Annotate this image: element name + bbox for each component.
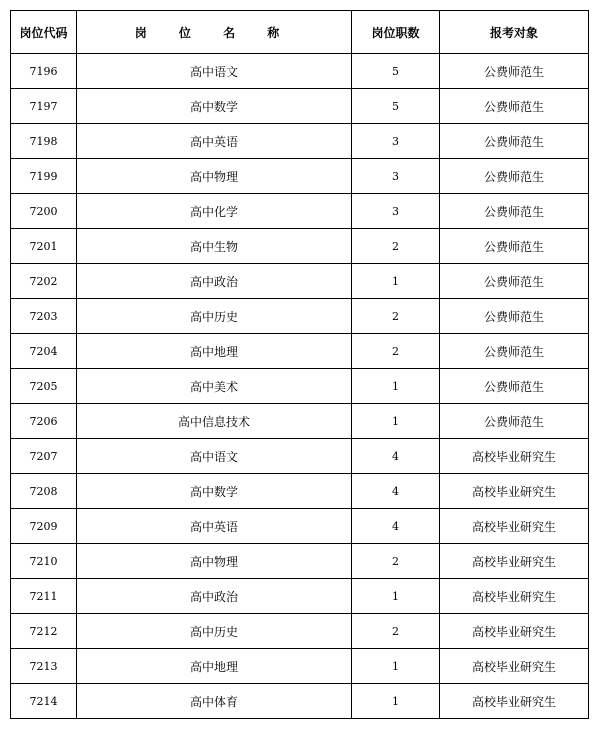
applicant-target-cell: 公费师范生 (440, 299, 589, 334)
position-code-cell: 7202 (11, 264, 77, 299)
position-code-cell: 7205 (11, 369, 77, 404)
applicant-target-cell: 高校毕业研究生 (440, 474, 589, 509)
header-position-code: 岗位代码 (11, 11, 77, 54)
table-row (11, 474, 589, 509)
position-code-cell: 7212 (11, 614, 77, 649)
position-count-cell: 1 (352, 264, 440, 299)
applicant-target-cell: 公费师范生 (440, 369, 589, 404)
position-count-cell: 2 (352, 229, 440, 264)
position-name-cell: 高中美术 (77, 369, 352, 404)
applicant-target-cell: 公费师范生 (440, 124, 589, 159)
table-row (11, 614, 589, 649)
table-row (11, 159, 589, 194)
applicant-target-cell: 公费师范生 (440, 229, 589, 264)
header-position-name: 岗 位 名 称 (77, 11, 352, 54)
position-name-cell: 高中历史 (77, 614, 352, 649)
table-row (11, 54, 589, 89)
position-name-cell: 高中历史 (77, 299, 352, 334)
position-code-cell: 7209 (11, 509, 77, 544)
position-code-cell: 7196 (11, 54, 77, 89)
table-row (11, 579, 589, 614)
position-count-cell: 4 (352, 474, 440, 509)
position-name-cell: 高中物理 (77, 159, 352, 194)
position-count-cell: 1 (352, 369, 440, 404)
position-count-cell: 1 (352, 649, 440, 684)
header-applicant-target: 报考对象 (440, 11, 589, 54)
position-count-cell: 2 (352, 334, 440, 369)
position-count-cell: 4 (352, 509, 440, 544)
position-count-cell: 3 (352, 159, 440, 194)
table-row (11, 229, 589, 264)
position-name-cell: 高中生物 (77, 229, 352, 264)
position-code-cell: 7204 (11, 334, 77, 369)
position-name-cell: 高中信息技术 (77, 404, 352, 439)
position-name-cell: 高中语文 (77, 54, 352, 89)
position-count-cell: 4 (352, 439, 440, 474)
position-name-cell: 高中政治 (77, 264, 352, 299)
applicant-target-cell: 高校毕业研究生 (440, 544, 589, 579)
applicant-target-cell: 高校毕业研究生 (440, 439, 589, 474)
position-name-cell: 高中地理 (77, 334, 352, 369)
position-code-cell: 7211 (11, 579, 77, 614)
position-count-cell: 2 (352, 299, 440, 334)
applicant-target-cell: 公费师范生 (440, 194, 589, 229)
table-row (11, 544, 589, 579)
position-code-cell: 7201 (11, 229, 77, 264)
table-row (11, 509, 589, 544)
position-count-cell: 1 (352, 579, 440, 614)
position-name-cell: 高中语文 (77, 439, 352, 474)
applicant-target-cell: 公费师范生 (440, 264, 589, 299)
applicant-target-cell: 高校毕业研究生 (440, 579, 589, 614)
position-name-cell: 高中数学 (77, 89, 352, 124)
position-code-cell: 7208 (11, 474, 77, 509)
applicant-target-cell: 高校毕业研究生 (440, 509, 589, 544)
applicant-target-cell: 公费师范生 (440, 89, 589, 124)
position-name-cell: 高中英语 (77, 509, 352, 544)
table-row (11, 369, 589, 404)
position-code-cell: 7213 (11, 649, 77, 684)
position-name-cell: 高中数学 (77, 474, 352, 509)
position-name-cell: 高中体育 (77, 684, 352, 719)
applicant-target-cell: 公费师范生 (440, 334, 589, 369)
table-row (11, 89, 589, 124)
applicant-target-cell: 公费师范生 (440, 54, 589, 89)
position-count-cell: 3 (352, 194, 440, 229)
position-name-cell: 高中地理 (77, 649, 352, 684)
applicant-target-cell: 公费师范生 (440, 404, 589, 439)
position-count-cell: 3 (352, 124, 440, 159)
applicant-target-cell: 高校毕业研究生 (440, 614, 589, 649)
applicant-target-cell: 公费师范生 (440, 159, 589, 194)
header-row (11, 11, 589, 54)
position-code-cell: 7210 (11, 544, 77, 579)
table-row (11, 264, 589, 299)
table-row (11, 439, 589, 474)
position-code-cell: 7199 (11, 159, 77, 194)
position-code-cell: 7197 (11, 89, 77, 124)
table-header (11, 11, 589, 54)
position-count-cell: 1 (352, 404, 440, 439)
position-name-cell: 高中政治 (77, 579, 352, 614)
header-position-count: 岗位职数 (352, 11, 440, 54)
position-code-cell: 7198 (11, 124, 77, 159)
position-code-cell: 7206 (11, 404, 77, 439)
table-row (11, 649, 589, 684)
table-body (11, 54, 589, 719)
position-code-cell: 7203 (11, 299, 77, 334)
table-row (11, 334, 589, 369)
table-row (11, 404, 589, 439)
position-code-cell: 7214 (11, 684, 77, 719)
position-code-cell: 7207 (11, 439, 77, 474)
position-count-cell: 2 (352, 544, 440, 579)
position-count-cell: 2 (352, 614, 440, 649)
position-code-cell: 7200 (11, 194, 77, 229)
position-count-cell: 5 (352, 54, 440, 89)
applicant-target-cell: 高校毕业研究生 (440, 684, 589, 719)
table-row (11, 194, 589, 229)
recruitment-table-container (10, 10, 589, 719)
applicant-target-cell: 高校毕业研究生 (440, 649, 589, 684)
recruitment-table (10, 10, 589, 719)
position-name-cell: 高中物理 (77, 544, 352, 579)
table-row (11, 124, 589, 159)
table-row (11, 299, 589, 334)
position-name-cell: 高中英语 (77, 124, 352, 159)
position-count-cell: 5 (352, 89, 440, 124)
table-row (11, 684, 589, 719)
position-name-cell: 高中化学 (77, 194, 352, 229)
position-count-cell: 1 (352, 684, 440, 719)
